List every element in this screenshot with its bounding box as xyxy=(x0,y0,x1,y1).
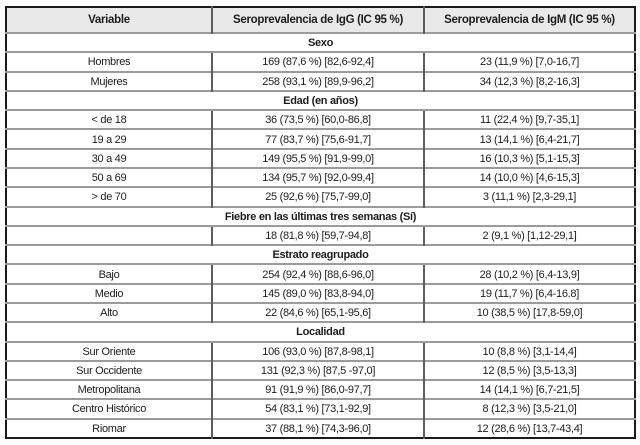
table-row xyxy=(6,52,635,71)
cell-igg: 18 (81,8 %) [59,7-94,8] xyxy=(212,226,424,245)
section-title: Edad (en años) xyxy=(6,91,635,110)
cell-variable: Sur Oriente xyxy=(6,342,212,361)
table-body xyxy=(6,33,635,438)
section-title: Fiebre en las últimas tres semanas (Sí) xyxy=(6,207,635,226)
table-row xyxy=(6,187,635,206)
cell-variable: < de 18 xyxy=(6,110,212,129)
table-row xyxy=(6,399,635,418)
table-row xyxy=(6,149,635,168)
cell-variable: Medio xyxy=(6,284,212,303)
cell-igm: 19 (11,7 %) [6,4-16.8] xyxy=(424,284,635,303)
cell-variable: Alto xyxy=(6,303,212,322)
cell-igg: 91 (91,9 %) [86,0-97,7] xyxy=(212,380,424,399)
section-header-row xyxy=(6,207,635,226)
cell-igg: 25 (92,6 %) [75,7-99,0] xyxy=(212,187,424,206)
cell-variable: 50 a 69 xyxy=(6,168,212,187)
cell-variable: Sur Occidente xyxy=(6,361,212,380)
cell-variable: Bajo xyxy=(6,264,212,283)
table-row xyxy=(6,72,635,91)
cell-igm: 8 (12,3 %) [3,5-21,0] xyxy=(424,399,635,418)
section-header-row xyxy=(6,245,635,264)
cell-variable: Centro Histórico xyxy=(6,399,212,418)
cell-igm: 2 (9,1 %) [1,12-29,1] xyxy=(424,226,635,245)
cell-igg: 254 (92,4 %) [88,6-96,0] xyxy=(212,264,424,283)
table-row xyxy=(6,419,635,438)
header-row xyxy=(6,7,635,33)
table-row xyxy=(6,264,635,283)
table-row xyxy=(6,342,635,361)
table-row xyxy=(6,380,635,399)
col-header-igg: Seroprevalencia de IgG (IC 95 %) xyxy=(212,7,424,33)
cell-igm: 11 (22,4 %) [9,7-35,1] xyxy=(424,110,635,129)
table-row xyxy=(6,110,635,129)
section-header-row xyxy=(6,33,635,52)
cell-igg: 36 (73,5 %) [60,0-86,8] xyxy=(212,110,424,129)
section-title: Estrato reagrupado xyxy=(6,245,635,264)
cell-igg: 134 (95,7 %) [92,0-99,4] xyxy=(212,168,424,187)
cell-igm: 28 (10,2 %) [6,4-13,9] xyxy=(424,264,635,283)
cell-igg: 77 (83,7 %) [75,6-91,7] xyxy=(212,129,424,148)
cell-variable: > de 70 xyxy=(6,187,212,206)
table-row xyxy=(6,226,635,245)
cell-igm: 23 (11,9 %) [7,0-16,7] xyxy=(424,52,635,71)
cell-igg: 149 (95,5 %) [91,9-99,0] xyxy=(212,149,424,168)
section-title: Localidad xyxy=(6,322,635,341)
cell-igm: 12 (28,6 %) [13,7-43,4] xyxy=(424,419,635,438)
cell-igg: 106 (93,0 %) [87,8-98,1] xyxy=(212,342,424,361)
cell-igg: 37 (88,1 %) [74,3-96,0] xyxy=(212,419,424,438)
table-row xyxy=(6,129,635,148)
seroprevalence-table xyxy=(5,6,636,439)
cell-variable: Riomar xyxy=(6,419,212,438)
cell-igg: 145 (89,0 %) [83,8-94,0] xyxy=(212,284,424,303)
cell-variable: 19 a 29 xyxy=(6,129,212,148)
cell-variable: Mujeres xyxy=(6,72,212,91)
cell-igm: 10 (38,5 %) [17,8-59,0] xyxy=(424,303,635,322)
cell-igm: 10 (8,8 %) [3,1-14,4] xyxy=(424,342,635,361)
section-header-row xyxy=(6,322,635,341)
table-row xyxy=(6,361,635,380)
cell-variable: 30 a 49 xyxy=(6,149,212,168)
cell-igg: 22 (84,6 %) [65,1-95,6] xyxy=(212,303,424,322)
cell-igm: 16 (10,3 %) [5,1-15,3] xyxy=(424,149,635,168)
cell-igg: 169 (87,6 %) [82,6-92,4] xyxy=(212,52,424,71)
cell-igm: 14 (10,0 %) [4,6-15,3] xyxy=(424,168,635,187)
cell-variable xyxy=(6,226,212,245)
table-row xyxy=(6,284,635,303)
col-header-variable: Variable xyxy=(6,7,212,33)
table-row xyxy=(6,303,635,322)
section-title: Sexo xyxy=(6,33,635,52)
col-header-igm: Seroprevalencia de IgM (IC 95 %) xyxy=(424,7,635,33)
cell-igm: 13 (14,1 %) [6,4-21,7] xyxy=(424,129,635,148)
cell-variable: Metropolitana xyxy=(6,380,212,399)
section-header-row xyxy=(6,91,635,110)
cell-igm: 3 (11,1 %) [2,3-29,1] xyxy=(424,187,635,206)
cell-igm: 34 (12,3 %) [8,2-16,3] xyxy=(424,72,635,91)
cell-igg: 131 (92,3 %) [87,5 -97,0] xyxy=(212,361,424,380)
cell-variable: Hombres xyxy=(6,52,212,71)
cell-igg: 258 (93,1 %) [89,9-96,2] xyxy=(212,72,424,91)
cell-igm: 14 (14,1 %) [6,7-21,5] xyxy=(424,380,635,399)
cell-igm: 12 (8,5 %) [3,5-13,3] xyxy=(424,361,635,380)
cell-igg: 54 (83,1 %) [73,1-92,9] xyxy=(212,399,424,418)
table-row xyxy=(6,168,635,187)
